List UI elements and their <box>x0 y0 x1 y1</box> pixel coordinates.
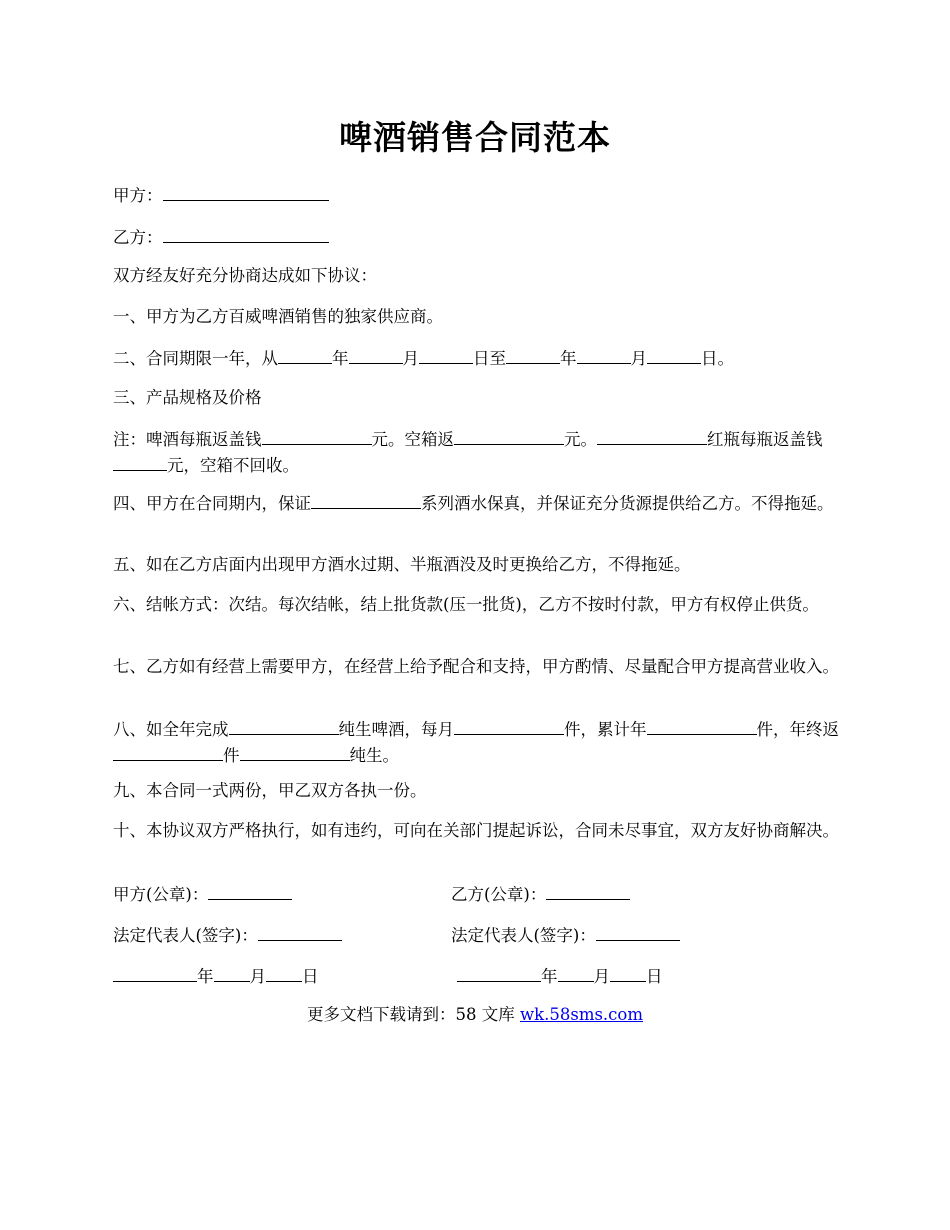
clause-7: 七、乙方如有经营上需要甲方，在经营上给予配合和支持，甲方酌情、尽量配合甲方提高营业收入。 <box>113 657 839 676</box>
clause-2-year2: 年 <box>560 349 577 368</box>
clause-8-t1: 纯生啤酒，每月 <box>338 720 454 739</box>
party-b-rep-line <box>451 922 680 948</box>
clause-8-t4: 件 <box>223 746 240 765</box>
end-year-blank[interactable] <box>506 345 560 364</box>
party-a-date-month-blank[interactable] <box>214 963 250 982</box>
cumulative-blank[interactable] <box>647 716 757 735</box>
clause-8-prefix: 八、如全年完成 <box>113 720 229 739</box>
party-a-blank[interactable] <box>163 182 329 201</box>
party-b-date-day-blank[interactable] <box>610 963 646 982</box>
clause-2-month2: 月 <box>630 349 647 368</box>
party-a-rep-blank[interactable] <box>258 922 342 941</box>
clause-8-t2: 件，累计年 <box>564 720 647 739</box>
annual-target-blank[interactable] <box>229 716 339 735</box>
clause-3: 三、产品规格及价格 <box>113 388 262 407</box>
note-yuan3: 元，空箱不回收。 <box>167 456 299 475</box>
party-a-line <box>113 182 841 208</box>
party-a-day-label: 日 <box>302 967 319 986</box>
clause-2-month1: 月 <box>402 349 419 368</box>
clause-6: 六、结帐方式：次结。每次结帐，结上批货款(压一批货)，乙方不按时付款，甲方有权停止供货。 <box>113 595 819 614</box>
series-blank[interactable] <box>311 490 421 509</box>
clause-2 <box>113 345 841 371</box>
note-prefix: 注：啤酒每瓶返盖钱 <box>113 430 262 449</box>
clause-9: 九、本合同一式两份，甲乙双方各执一份。 <box>113 781 427 800</box>
clause-2-year1: 年 <box>332 349 349 368</box>
clause-4-suffix: 系列酒水保真，并保证充分货源提供给乙方。不得拖延。 <box>421 494 834 513</box>
party-a-month-label: 月 <box>249 967 266 986</box>
party-b-seal-line <box>451 881 630 907</box>
party-b-blank[interactable] <box>163 224 329 243</box>
box-refund-blank[interactable] <box>454 426 564 445</box>
party-b-date-line <box>457 963 663 989</box>
rebate-qty-blank[interactable] <box>240 742 350 761</box>
clause-5: 五、如在乙方店面内出现甲方酒水过期、半瓶酒没及时更换给乙方，不得拖延。 <box>113 555 691 574</box>
party-a-label: 甲方： <box>113 186 163 205</box>
start-month-blank[interactable] <box>349 345 403 364</box>
clause-8-t5: 纯生。 <box>349 746 399 765</box>
clause-10: 十、本协议双方严格执行，如有违约，可向在关部门提起诉讼，合同未尽事宜，双方友好协商解决。 <box>113 821 839 840</box>
party-b-rep-label: 法定代表人(签字)： <box>451 926 596 945</box>
clause-2-day2: 日。 <box>701 349 734 368</box>
end-day-blank[interactable] <box>647 345 701 364</box>
party-b-seal-label: 乙方(公章)： <box>451 885 547 904</box>
party-a-year-label: 年 <box>197 967 214 986</box>
party-a-date-day-blank[interactable] <box>266 963 302 982</box>
party-b-month-label: 月 <box>593 967 610 986</box>
party-a-seal-blank[interactable] <box>208 881 292 900</box>
party-a-seal-label: 甲方(公章)： <box>113 885 209 904</box>
party-b-seal-blank[interactable] <box>546 881 630 900</box>
intro-text: 双方经友好充分协商达成如下协议： <box>113 266 377 285</box>
note-yuan2: 元。 <box>564 430 597 449</box>
party-b-label: 乙方： <box>113 228 163 247</box>
party-b-date-year-blank[interactable] <box>457 963 541 982</box>
party-b-rep-blank[interactable] <box>596 922 680 941</box>
clause-2-prefix: 二、合同期限一年，从 <box>113 349 278 368</box>
clause-4-prefix: 四、甲方在合同期内，保证 <box>113 494 311 513</box>
party-a-date-line <box>113 963 319 989</box>
party-b-date-month-blank[interactable] <box>558 963 594 982</box>
clause-8 <box>113 716 841 768</box>
clause-1: 一、甲方为乙方百威啤酒销售的独家供应商。 <box>113 307 443 326</box>
red-cap-refund-blank[interactable] <box>113 452 167 471</box>
clause-8-t3: 件，年终返 <box>756 720 839 739</box>
party-a-date-year-blank[interactable] <box>113 963 197 982</box>
party-b-line <box>113 224 841 250</box>
document-title: 啤酒销售合同范本 <box>339 118 611 157</box>
party-a-rep-line <box>113 922 342 948</box>
cap-refund-blank[interactable] <box>262 426 372 445</box>
end-month-blank[interactable] <box>577 345 631 364</box>
year-end-rebate-blank[interactable] <box>113 742 223 761</box>
footer-link[interactable]: wk.58sms.com <box>519 1005 643 1024</box>
party-a-seal-line <box>113 881 292 907</box>
footer-text: 更多文档下载请到：58 文库 <box>306 1005 520 1024</box>
monthly-blank[interactable] <box>454 716 564 735</box>
price-note <box>113 426 841 478</box>
footer <box>0 1003 950 1027</box>
start-year-blank[interactable] <box>278 345 332 364</box>
party-b-day-label: 日 <box>646 967 663 986</box>
party-a-rep-label: 法定代表人(签字)： <box>113 926 258 945</box>
note-yuan1: 元。空箱返 <box>371 430 454 449</box>
start-day-blank[interactable] <box>419 345 473 364</box>
clause-2-day1: 日至 <box>473 349 506 368</box>
brand-blank[interactable] <box>597 426 707 445</box>
note-red-bottle: 红瓶每瓶返盖钱 <box>707 430 823 449</box>
clause-4 <box>113 490 841 516</box>
party-b-year-label: 年 <box>541 967 558 986</box>
